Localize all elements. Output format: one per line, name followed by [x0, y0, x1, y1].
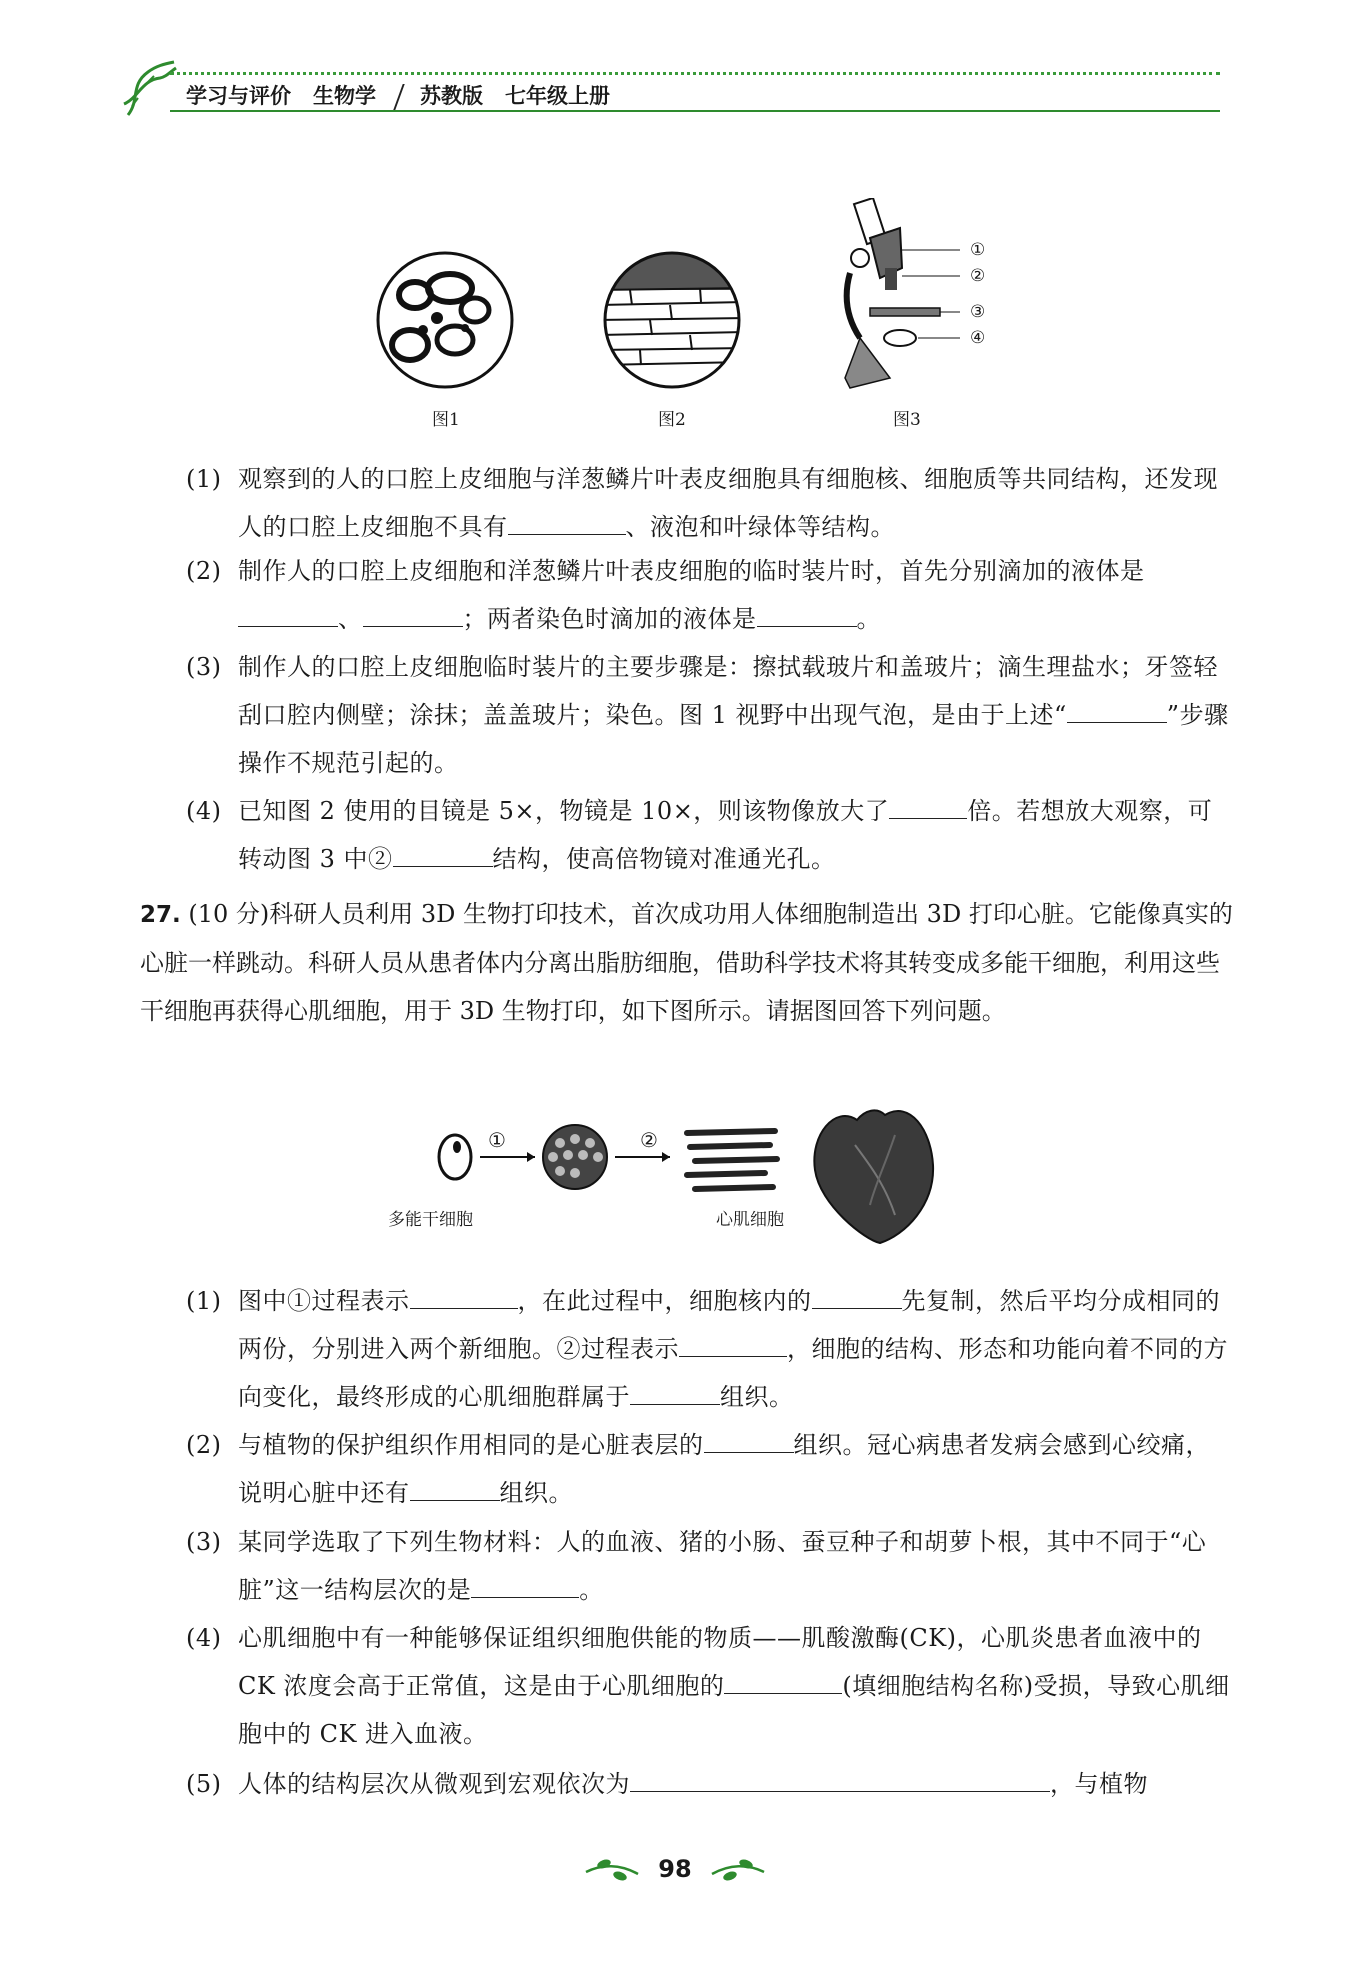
answer-blank[interactable]: [410, 1286, 518, 1309]
answer-blank[interactable]: [1067, 700, 1167, 723]
answer-blank[interactable]: [757, 604, 857, 627]
part-number: (1): [186, 465, 222, 493]
part-text: 观察到的人的口腔上皮细胞与洋葱鳞片叶表皮细胞具有细胞核、细胞质等共同结构，还发现人的口腔上皮细胞不具有: [238, 465, 1218, 541]
header-subject: 生物学: [313, 84, 376, 108]
answer-blank[interactable]: [889, 796, 967, 819]
page-footer: [0, 1855, 1350, 1883]
answer-blank[interactable]: [679, 1334, 787, 1357]
part-text: 与植物的保护组织作用相同的是心脏表层的: [238, 1431, 704, 1459]
part-text: 。: [579, 1576, 604, 1604]
header-grade: 七年级上册: [505, 84, 610, 108]
part-text: 组织。: [720, 1383, 794, 1411]
answer-blank[interactable]: [410, 1478, 500, 1501]
part-text: 倍。若想放大观察，可转动图 3 中②: [238, 797, 1213, 873]
question-27-part-2: [188, 1421, 1233, 1517]
question-number: 27.: [140, 902, 181, 928]
figure-1-caption: 图1: [432, 410, 460, 430]
part-text: 制作人的口腔上皮细胞和洋葱鳞片叶表皮细胞的临时装片时，首先分别滴加的液体是: [238, 557, 1145, 585]
part-number: (4): [186, 1624, 222, 1652]
leaf-ornament-left-icon: [584, 1858, 640, 1882]
question-27-part-4: [188, 1614, 1233, 1758]
answer-blank[interactable]: [812, 1286, 902, 1309]
part-number: (1): [186, 1287, 222, 1315]
part-text: 。: [856, 605, 881, 633]
question-27-part-5: [188, 1760, 1233, 1808]
leaf-ornament-right-icon: [710, 1858, 766, 1882]
step-2-label: ②: [640, 1128, 658, 1152]
part-text: 某同学选取了下列生物材料：人的血液、猪的小肠、蚕豆种子和胡萝卜根，其中不同于“心脏”这一结构层次的是: [238, 1528, 1207, 1604]
part-text: ”步骤操作不规范引起的。: [238, 701, 1229, 777]
header-rule: [170, 110, 1220, 112]
question-26-part-3: [188, 643, 1233, 787]
microscope-label-4: ④: [970, 328, 986, 348]
answer-blank[interactable]: [630, 1769, 1050, 1792]
part-text: 先复制，然后平均分成相同的两份，分别进入两个新细胞。②过程表示: [238, 1287, 1220, 1363]
figure-3-caption: 图3: [893, 410, 921, 430]
figure-1-cheek-cells: [375, 250, 515, 390]
part-text: 、: [338, 605, 363, 633]
figure-2-caption: 图2: [658, 410, 686, 430]
answer-blank[interactable]: [630, 1382, 720, 1405]
figure-3-microscope: [840, 198, 990, 393]
part-text: (填细胞结构名称)受损，导致心肌细胞中的 CK 进入血液。: [238, 1672, 1230, 1748]
step-1-label: ①: [488, 1128, 506, 1152]
header-title: [186, 80, 632, 110]
part-text: 、液泡和叶绿体等结构。: [625, 513, 895, 541]
answer-blank[interactable]: [724, 1671, 842, 1694]
part-number: (2): [186, 557, 222, 585]
microscope-label-3: ③: [970, 302, 986, 322]
part-text: 组织。: [499, 1479, 573, 1507]
answer-blank[interactable]: [471, 1575, 579, 1598]
figure-stem-cell-to-heart: [425, 1095, 995, 1250]
part-number: (5): [186, 1770, 222, 1798]
part-text: ；两者染色时滴加的液体是: [462, 605, 757, 633]
answer-blank[interactable]: [363, 604, 463, 627]
question-text: (10 分)科研人员利用 3D 生物打印技术，首次成功用人体细胞制造出 3D 打印心脏。它能像真实的心脏一样跳动。科研人员从患者体内分离出脂肪细胞，借助科学技术将其转变成多能干细胞，利用这些干细胞再获得心肌细胞，用于 3D 生物打印，如下图所示。请据图回答下列问题。: [140, 900, 1233, 1025]
question-26-part-2: [188, 547, 1233, 643]
part-text: ，细胞的结构、形态和功能向着不同的方向变化，最终形成的心肌细胞群属于: [238, 1335, 1228, 1411]
part-text: 组织。冠心病患者发病会感到心绞痛，说明心脏中还有: [238, 1431, 1210, 1507]
part-text: 人体的结构层次从微观到宏观依次为: [238, 1770, 630, 1798]
header-series: 学习与评价: [186, 84, 291, 108]
answer-blank[interactable]: [393, 844, 493, 867]
part-number: (2): [186, 1431, 222, 1459]
part-number: (3): [186, 1528, 222, 1556]
question-26-part-4: [188, 787, 1233, 883]
header-separator: [393, 84, 404, 110]
question-26-part-1: [188, 455, 1233, 551]
page-header: [120, 60, 1220, 116]
part-text: 制作人的口腔上皮细胞临时装片的主要步骤是：擦拭载玻片和盖玻片；滴生理盐水；牙签轻刮口腔内侧壁；涂抹；盖盖玻片；染色。图 1 视野中出现气泡，是由于上述“: [238, 653, 1218, 729]
answer-blank[interactable]: [704, 1430, 794, 1453]
figure-2-onion-cells: [600, 250, 745, 390]
answer-blank[interactable]: [508, 512, 626, 535]
part-text: 已知图 2 使用的目镜是 5×，物镜是 10×，则该物像放大了: [238, 797, 890, 825]
part-text: ，与植物: [1050, 1770, 1148, 1798]
header-dotted-rule: [170, 72, 1220, 75]
part-text: ，在此过程中，细胞核内的: [517, 1287, 812, 1315]
question-27-part-3: [188, 1518, 1233, 1614]
page-number: 98: [658, 1855, 692, 1883]
part-text: 图中①过程表示: [238, 1287, 410, 1315]
part-number: (4): [186, 797, 222, 825]
question-27-part-1: [188, 1277, 1233, 1421]
microscope-label-2: ②: [970, 266, 986, 286]
part-number: (3): [186, 653, 222, 681]
header-edition: 苏教版: [420, 84, 483, 108]
label-stem-cell: 多能干细胞: [388, 1210, 473, 1230]
label-cardiomyocyte: 心肌细胞: [716, 1210, 784, 1230]
part-text: 结构，使高倍物镜对准通光孔。: [492, 845, 836, 873]
part-text: 心肌细胞中有一种能够保证组织细胞供能的物质——肌酸激酶(CK)，心肌炎患者血液中的 CK 浓度会高于正常值，这是由于心肌细胞的: [238, 1624, 1202, 1700]
microscope-label-1: ①: [970, 240, 986, 260]
question-27-stem: [140, 890, 1235, 1035]
answer-blank[interactable]: [238, 604, 338, 627]
